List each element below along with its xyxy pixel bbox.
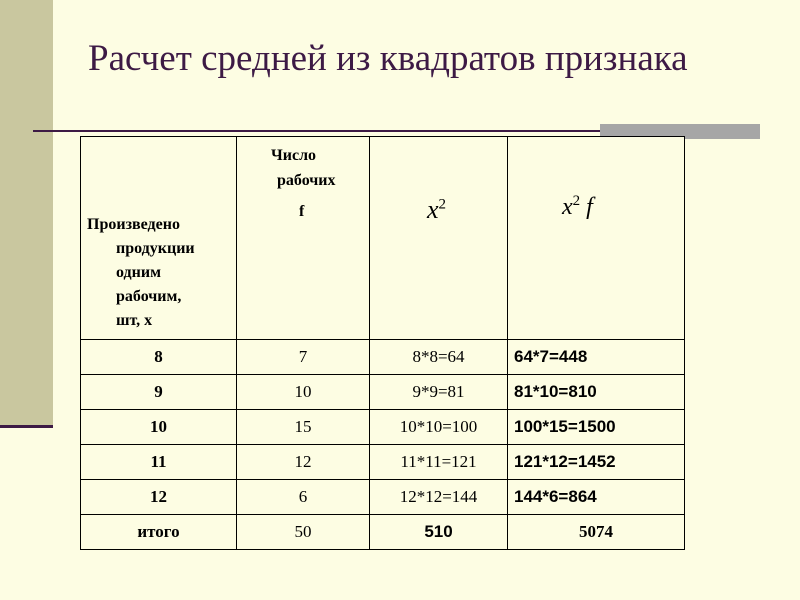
cell-x2: 11*11=121 — [370, 445, 508, 480]
cell-x2: 9*9=81 — [370, 375, 508, 410]
data-table — [80, 136, 685, 550]
header-workers-line: Число — [271, 147, 317, 164]
left-decor-bar — [0, 0, 53, 425]
cell-x2f: 64*7=448 — [508, 340, 685, 375]
cell-x2f: 121*12=1452 — [508, 445, 685, 480]
cell-x2: 8*8=64 — [370, 340, 508, 375]
table-row — [81, 480, 685, 515]
header-output-line: рабочим, — [116, 288, 182, 305]
table-row — [81, 375, 685, 410]
table-row — [81, 410, 685, 445]
header-row — [81, 137, 685, 340]
cell-x2: 12*12=144 — [370, 480, 508, 515]
f-symbol: f — [586, 194, 593, 220]
cell-x: 8 — [81, 340, 237, 375]
cell-total-label: итого — [81, 515, 237, 550]
cell-x2f: 100*15=1500 — [508, 410, 685, 445]
cell-x2f: 81*10=810 — [508, 375, 685, 410]
cell-x: 10 — [81, 410, 237, 445]
cell-x: 11 — [81, 445, 237, 480]
cell-total-x2: 510 — [370, 515, 508, 550]
cell-f: 12 — [237, 445, 370, 480]
header-x-squared-f-formula — [562, 193, 593, 221]
cell-total-f: 50 — [237, 515, 370, 550]
cell-f: 6 — [237, 480, 370, 515]
table-row — [81, 340, 685, 375]
header-workers-line: рабочих — [277, 172, 336, 189]
exponent: 2 — [438, 196, 447, 213]
header-output-line: продукции — [116, 240, 195, 257]
total-row — [81, 515, 685, 550]
x-symbol: x — [427, 195, 439, 224]
exponent: 2 — [572, 193, 581, 209]
cell-total-x2f: 5074 — [508, 515, 685, 550]
cell-f: 7 — [237, 340, 370, 375]
header-workers — [237, 137, 370, 340]
left-decor-line — [0, 425, 53, 428]
header-output-line: одним — [116, 264, 161, 281]
cell-x: 12 — [81, 480, 237, 515]
page-title: Расчет средней из квадратов признака — [88, 38, 688, 79]
header-output-line: Произведено — [87, 216, 180, 233]
table-row — [81, 445, 685, 480]
cell-x2f: 144*6=864 — [508, 480, 685, 515]
cell-x2: 10*10=100 — [370, 410, 508, 445]
header-output — [81, 137, 237, 340]
header-x-squared-f — [508, 137, 685, 340]
x-symbol: x — [562, 194, 573, 220]
cell-f: 10 — [237, 375, 370, 410]
header-output-line: шт, x — [116, 312, 153, 329]
header-x-squared-formula — [427, 195, 446, 225]
header-x-squared — [370, 137, 508, 340]
header-workers-line: f — [299, 203, 305, 220]
cell-x: 9 — [81, 375, 237, 410]
cell-f: 15 — [237, 410, 370, 445]
